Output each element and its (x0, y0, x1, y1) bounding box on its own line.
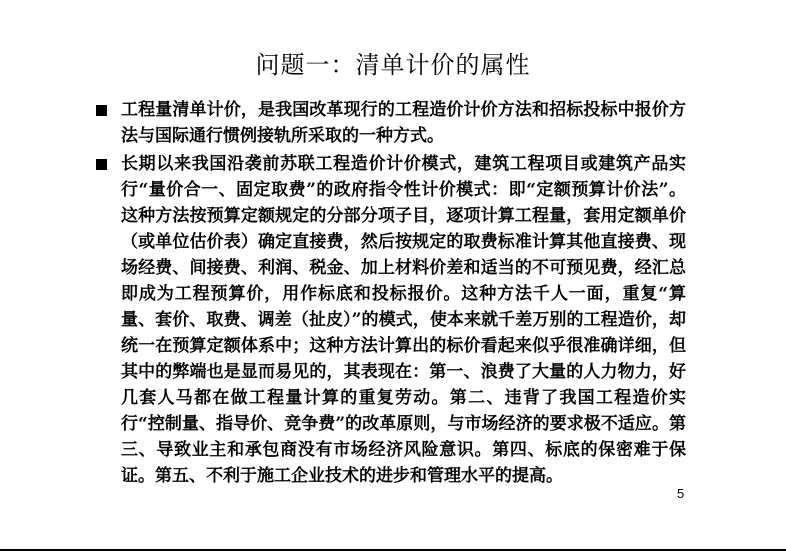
bottom-divider (0, 549, 786, 551)
bullet-text: 工程量清单计价，是我国改革现行的工程造价计价方法和招标投标中报价方法与国际通行惯例接轨所采取的一种方式。 (121, 100, 686, 146)
bullet-item (96, 151, 686, 489)
slide-title: 问题一：清单计价的属性 (255, 51, 531, 79)
square-bullet-icon (96, 159, 107, 170)
bullet-item (96, 97, 686, 149)
page-number: 5 (677, 486, 685, 501)
square-bullet-icon (96, 105, 107, 116)
bullet-text: 长期以来我国沿袭前苏联工程造价计价模式，建筑工程项目或建筑产品实行“量价合一、固定取费”的政府指令性计价模式：即“定额预算计价法”。这种方法按预算定额规定的分部分项子目，逐项计算工程量，套用定额单价（或单位估价表）确定直接费，然后按规定的取费标准计算其他直接费、现场经费、间接费、利润、税金、加上材料价差和适当的不可预见费，经汇总即成为工程预算价，用作标底和投标报价。这种方法千人一面，重复“算量、套价、取费、调差（扯皮）”的模式，使本来就千差万别的工程造价，却统一在预算定额体系中；这种方法计算出的标价看起来似乎很准确详细，但其中的弊端也是显而易见的，其表现在：第一、浪费了大量的人力物力，好几套人马都在做工程量计算的重复劳动。第二、违背了我国工程造价实行“控制量、指导价、竞争费”的改革原则，与市场经济的要求极不适应。第三、导致业主和承包商没有市场经济风险意识。第四、标底的保密难于保证。第五、不利于施工企业技术的进步和管理水平的提高。 (121, 154, 686, 486)
